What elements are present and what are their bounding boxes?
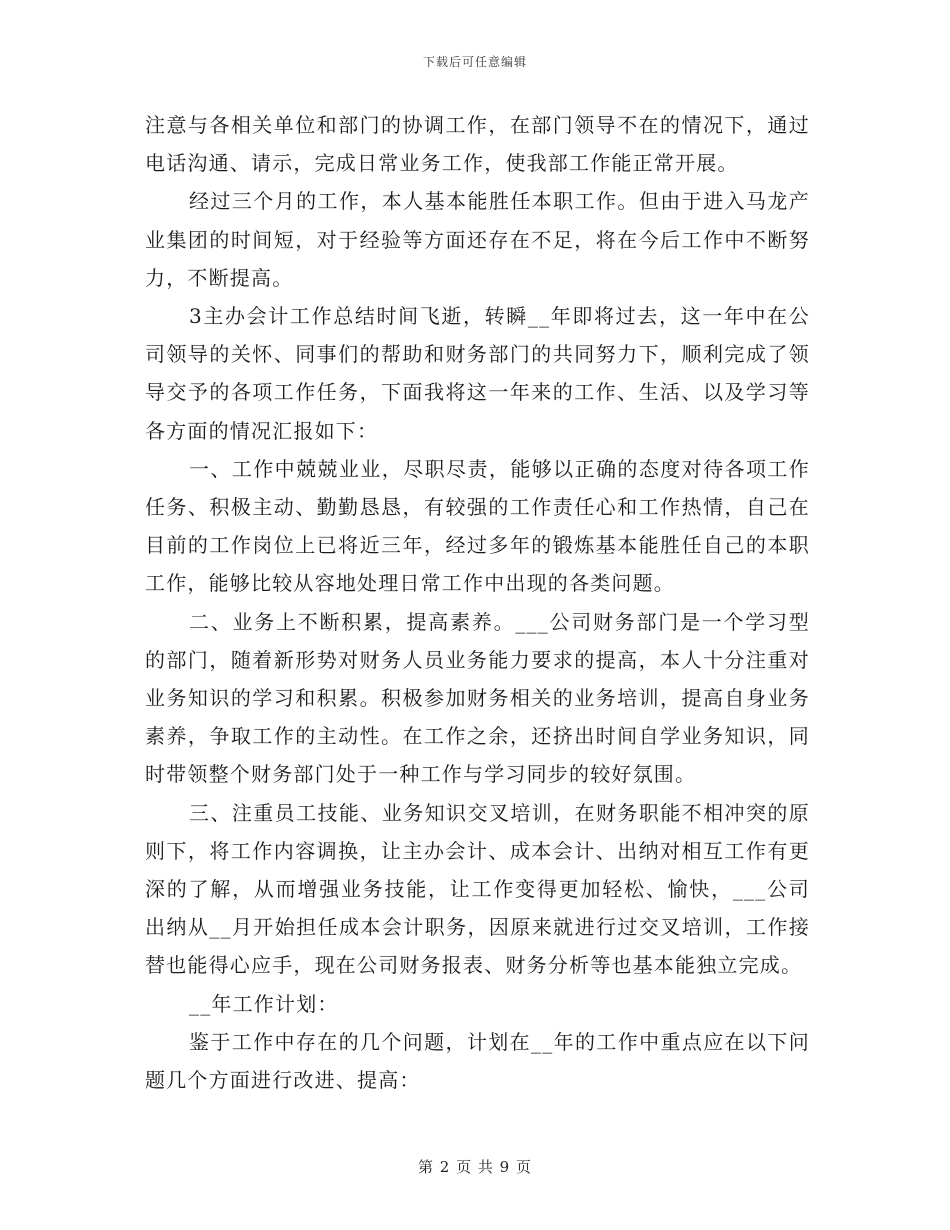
paragraph-continuation: 注意与各相关单位和部门的协调工作，在部门领导不在的情况下，通过电话沟通、请示，完成日常业务工作，使我部工作能正常开展。 bbox=[145, 113, 810, 176]
paragraph-heading: __年工作计划： bbox=[189, 991, 339, 1016]
paragraph: 经过三个月的工作，本人基本能胜任本职工作。但由于进入马龙产业集团的时间短，对于经验等方面还存在不足，将在今后工作中不断努力，不断提高。 bbox=[145, 189, 810, 290]
paragraph: 三、注重员工技能、业务知识交叉培训，在财务职能不相冲突的原则下，将工作内容调换，让主办会计、成本会计、出纳对相互工作有更深的了解，从而增强业务技能，让工作变得更加轻松、愉快，___公司出纳从__月开始担任成本会计职务，因原来就进行过交叉培训，工作接替也能得心应手，现在公司财务报表、财务分析等也基本能独立完成。 bbox=[145, 800, 810, 978]
paragraph: 二、业务上不断积累，提高素养。___公司财务部门是一个学习型的部门，随着新形势对财务人员业务能力要求的提高，本人十分注重对业务知识的学习和积累。积极参加财务相关的业务培训，提高自身业务素养，争取工作的主动性。在工作之余，还挤出时间自学业务知识，同时带领整个财务部门处于一种工作与学习同步的较好氛围。 bbox=[145, 609, 810, 787]
paragraph: 鉴于工作中存在的几个问题，计划在__年的工作中重点应在以下问题几个方面进行改进、提高： bbox=[145, 1029, 810, 1093]
document-body bbox=[145, 106, 810, 1099]
page-header-note: 下载后可任意编辑 bbox=[422, 55, 527, 69]
paragraph: 3主办会计工作总结时间飞逝，转瞬__年即将过去，这一年中在公司领导的关怀、同事们的帮助和财务部门的共同努力下，顺利完成了领导交予的各项工作任务，下面我将这一年来的工作、生活、以及学习等各方面的情况汇报如下： bbox=[145, 304, 810, 443]
page-number: 第 2 页 共 9 页 bbox=[418, 1158, 532, 1176]
paragraph: 一、工作中兢兢业业，尽职尽责，能够以正确的态度对待各项工作任务、积极主动、勤勤恳恳，有较强的工作责任心和工作热情，自己在目前的工作岗位上已将近三年，经过多年的锻炼基本能胜任自己的本职工作，能够比较从容地处理日常工作中出现的各类问题。 bbox=[145, 456, 810, 596]
